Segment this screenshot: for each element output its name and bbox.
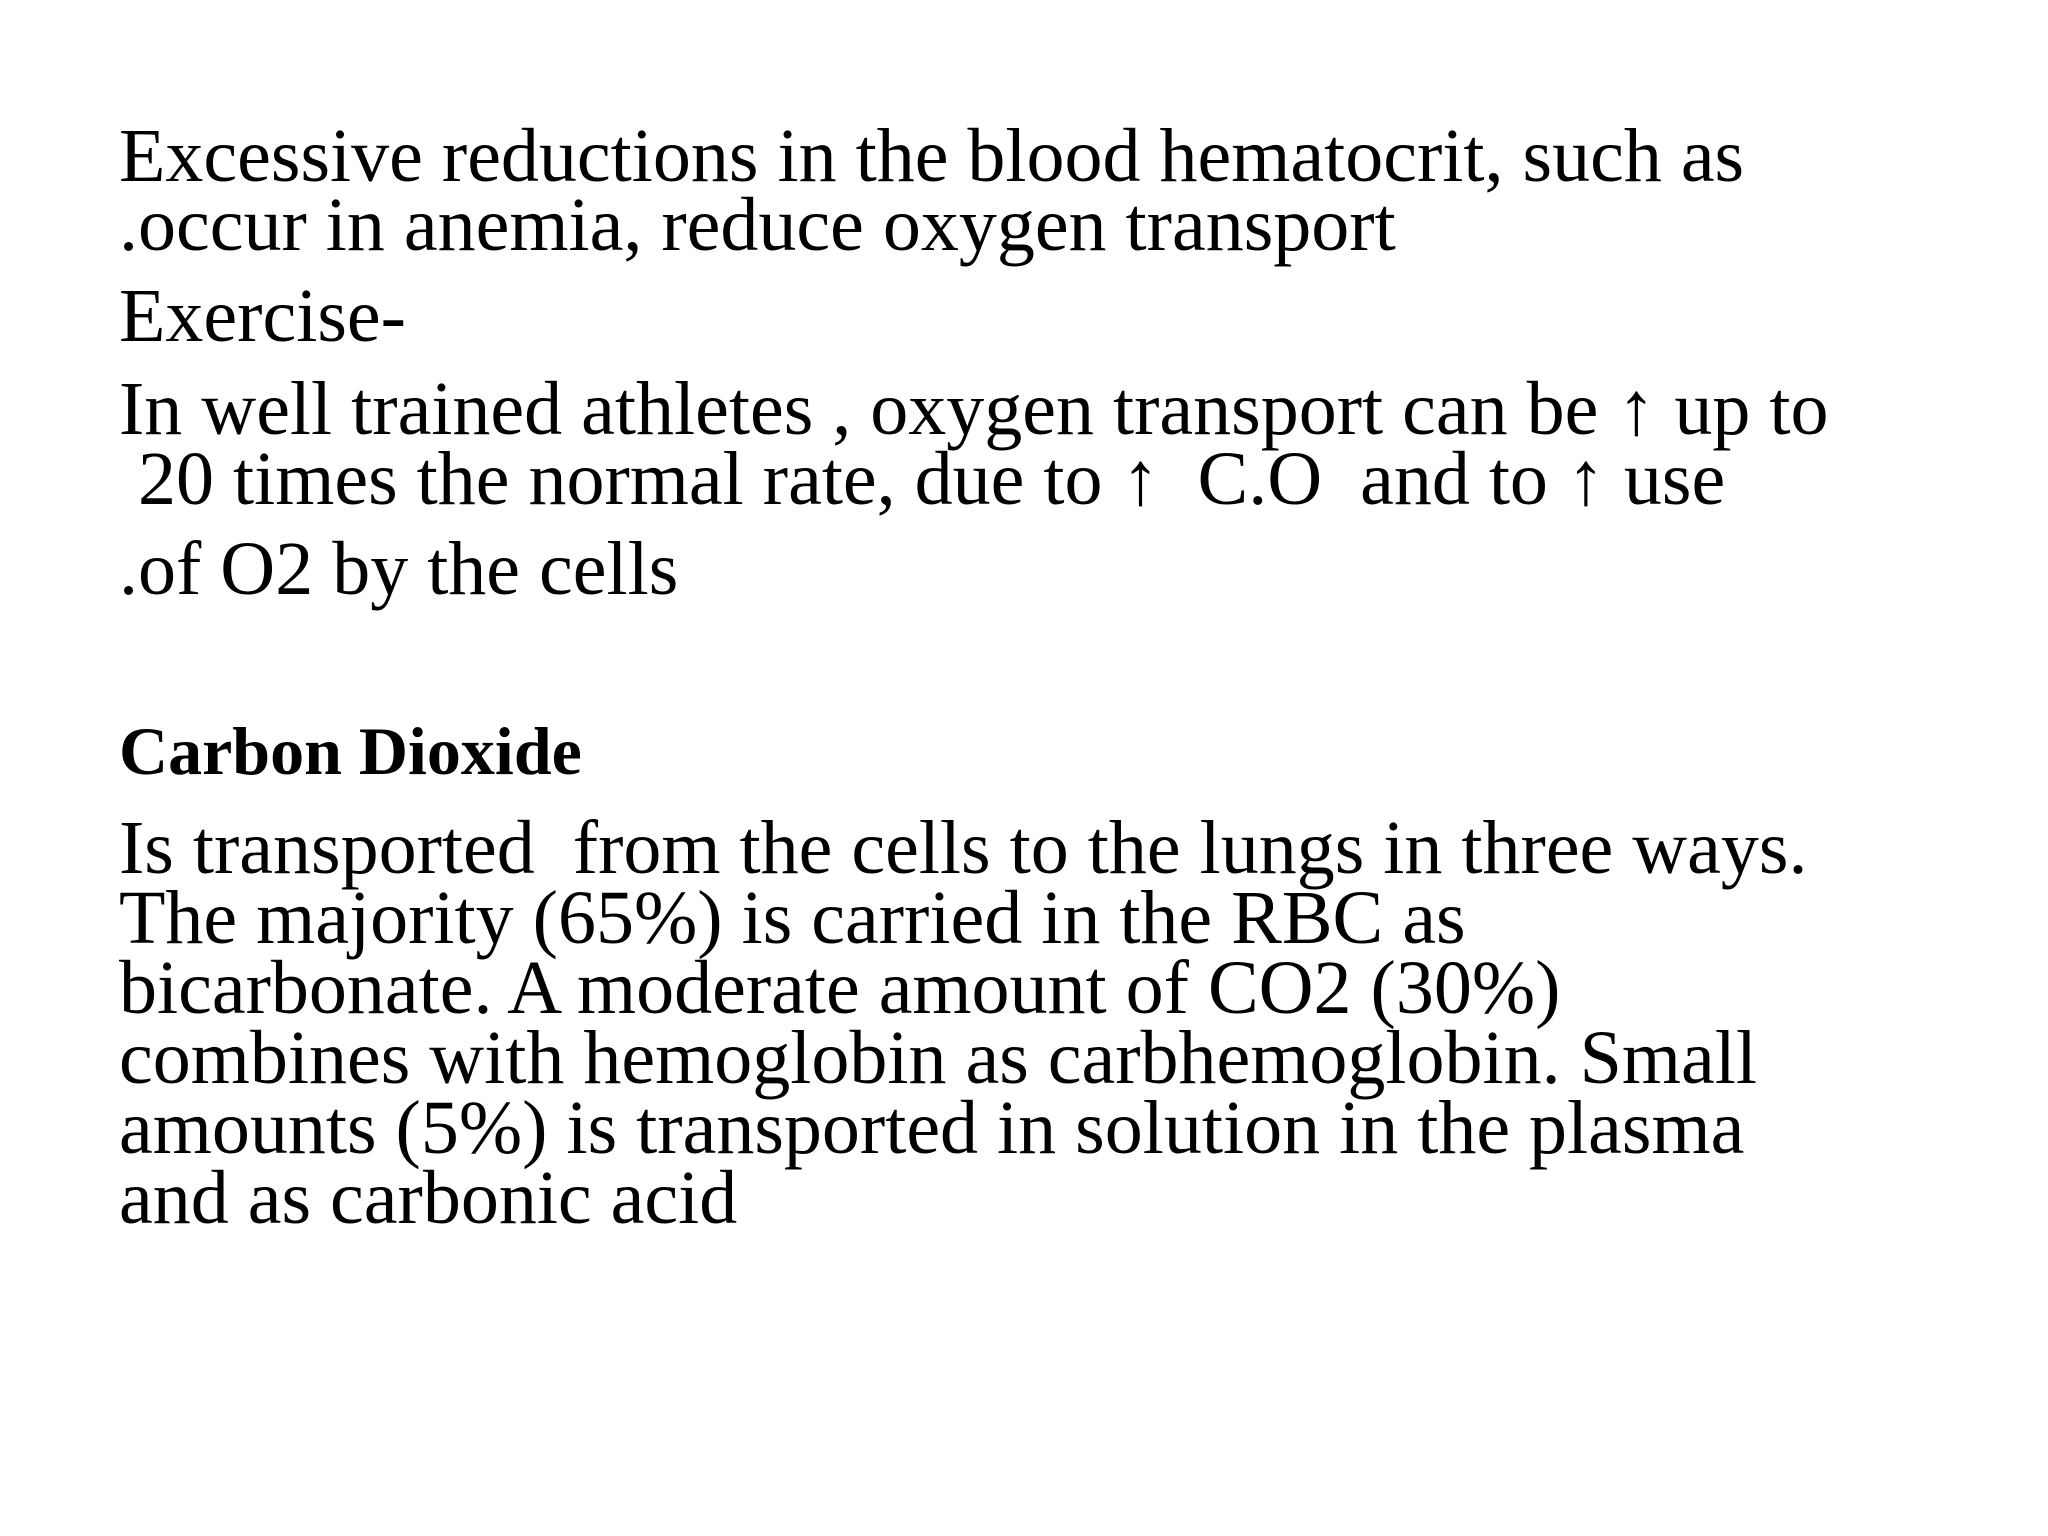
paragraph-co2-line-4: combines with hemoglobin as carbhemoglobin. Small [119,1016,1757,1100]
paragraph-exercise-label: Exercise- [119,274,406,358]
paragraph-co2-line-6: and as carbonic acid [119,1156,738,1240]
paragraph-anemia-line-1: Excessive reductions in the blood hematocrit, such as [119,114,1745,198]
paragraph-co2-line-3: bicarbonate. A moderate amount of CO2 (30%) [119,946,1561,1030]
section-heading-carbon-dioxide: Carbon Dioxide [119,713,582,789]
paragraph-co2-line-5: amounts (5%) is transported in solution in the plasma [119,1086,1745,1170]
paragraph-athletes-line-2: 20 times the normal rate, due to ↑ C.O and to ↑ use [119,437,1726,521]
paragraph-athletes-line-1: In well trained athletes , oxygen transport can be ↑ up to [119,367,1829,451]
paragraph-co2-line-2: The majority (65%) is carried in the RBC as [119,876,1466,960]
paragraph-anemia-line-2: .occur in anemia, reduce oxygen transport [119,183,1396,267]
paragraph-cells-line: .of O2 by the cells [119,527,679,611]
paragraph-co2-line-1: Is transported from the cells to the lungs in three ways. [119,806,1808,890]
